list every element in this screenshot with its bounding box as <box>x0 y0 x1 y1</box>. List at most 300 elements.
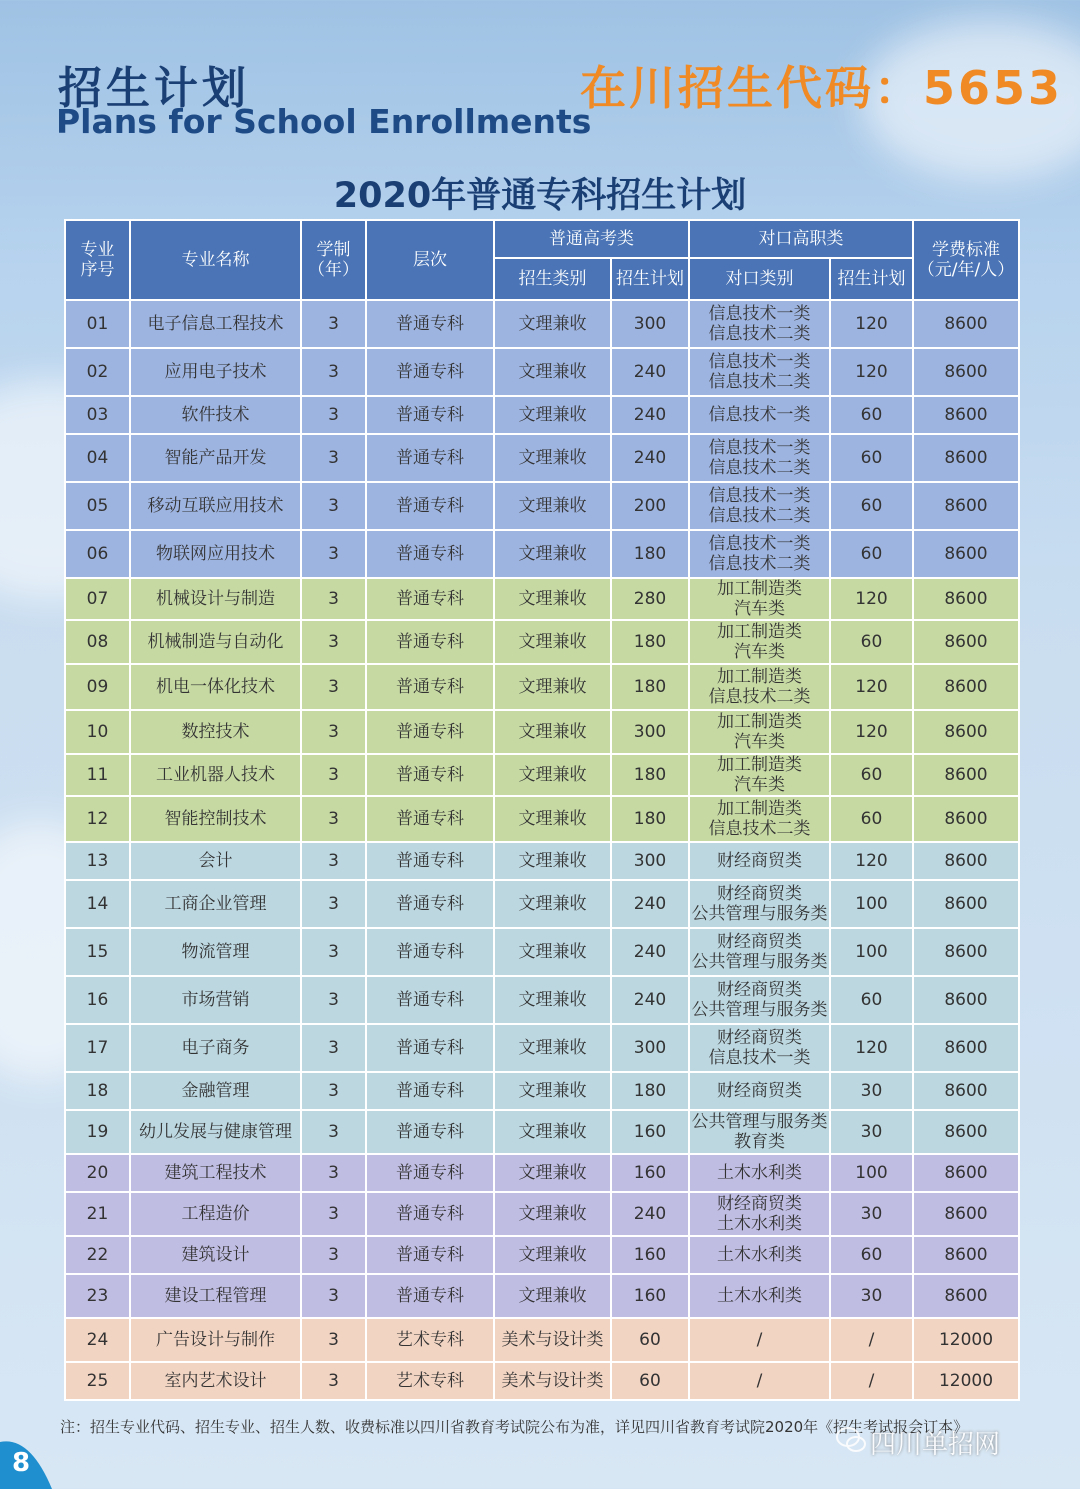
table-row <box>65 396 1019 434</box>
cell-vocational-type <box>689 1110 830 1154</box>
cell-level: 普通专科 <box>366 710 494 754</box>
table-row <box>65 1362 1019 1400</box>
vocational-type-line: 财经商贸类 <box>717 932 802 952</box>
vocational-type-line: 财经商贸类 <box>717 1028 802 1048</box>
cell-gaokao-type: 文理兼收 <box>494 1110 611 1154</box>
cell-seq: 24 <box>65 1318 130 1362</box>
cell-fee: 8600 <box>913 1072 1019 1110</box>
cell-name: 电子信息工程技术 <box>130 300 301 348</box>
cell-vocational-plan: 30 <box>830 1110 913 1154</box>
vocational-type-line: 信息技术一类 <box>708 304 811 324</box>
cell-name: 物流管理 <box>130 928 301 976</box>
cell-vocational-plan: 60 <box>830 434 913 482</box>
vocational-type-line: 加工制造类 <box>717 712 802 732</box>
cell-seq: 08 <box>65 620 130 664</box>
vocational-type-line: 土木水利类 <box>717 1214 802 1234</box>
cell-seq: 04 <box>65 434 130 482</box>
vocational-type-line: 土木水利类 <box>717 1286 802 1306</box>
cell-fee: 8600 <box>913 1274 1019 1318</box>
cell-years: 3 <box>301 620 366 664</box>
cell-vocational-plan: 120 <box>830 710 913 754</box>
cell-years: 3 <box>301 976 366 1024</box>
cell-gaokao-type: 美术与设计类 <box>494 1362 611 1400</box>
table-row <box>65 664 1019 710</box>
table-row <box>65 300 1019 348</box>
cell-gaokao-type: 文理兼收 <box>494 754 611 796</box>
cell-seq: 12 <box>65 796 130 842</box>
vocational-type-line: 财经商贸类 <box>717 980 802 1000</box>
cell-years: 3 <box>301 664 366 710</box>
cell-years: 3 <box>301 1236 366 1274</box>
vocational-type-line: 信息技术二类 <box>708 324 811 344</box>
cell-seq: 18 <box>65 1072 130 1110</box>
cell-gaokao-plan: 180 <box>611 754 689 796</box>
cell-level: 普通专科 <box>366 1110 494 1154</box>
cell-gaokao-type: 文理兼收 <box>494 1236 611 1274</box>
cell-gaokao-plan: 180 <box>611 530 689 578</box>
cell-seq: 02 <box>65 348 130 396</box>
cell-vocational-type <box>689 578 830 620</box>
cell-fee: 8600 <box>913 664 1019 710</box>
cell-name: 应用电子技术 <box>130 348 301 396</box>
cell-vocational-type <box>689 620 830 664</box>
cell-seq: 16 <box>65 976 130 1024</box>
cell-gaokao-plan: 180 <box>611 796 689 842</box>
table-row <box>65 434 1019 482</box>
cell-vocational-type <box>689 842 830 880</box>
vocational-type-line: 财经商贸类 <box>717 851 802 871</box>
cell-gaokao-type: 文理兼收 <box>494 482 611 530</box>
table-row <box>65 1072 1019 1110</box>
vocational-type-line: 信息技术一类 <box>708 486 811 506</box>
cell-seq: 17 <box>65 1024 130 1072</box>
cell-years: 3 <box>301 482 366 530</box>
cell-vocational-plan: 120 <box>830 348 913 396</box>
cell-name: 广告设计与制作 <box>130 1318 301 1362</box>
cell-level: 普通专科 <box>366 1024 494 1072</box>
cell-gaokao-plan: 160 <box>611 1110 689 1154</box>
table-row <box>65 976 1019 1024</box>
cell-seq: 07 <box>65 578 130 620</box>
cell-gaokao-type: 文理兼收 <box>494 880 611 928</box>
vocational-type-line: 信息技术二类 <box>708 819 811 839</box>
header-level: 层次 <box>366 220 494 300</box>
cell-vocational-type <box>689 1362 830 1400</box>
table-row <box>65 754 1019 796</box>
cell-gaokao-plan: 240 <box>611 880 689 928</box>
cell-level: 普通专科 <box>366 1154 494 1192</box>
cell-gaokao-plan: 180 <box>611 1072 689 1110</box>
cell-level: 普通专科 <box>366 976 494 1024</box>
cell-level: 普通专科 <box>366 434 494 482</box>
vocational-type-line: 加工制造类 <box>717 799 802 819</box>
cell-level: 普通专科 <box>366 842 494 880</box>
header-vocational-type: 对口类别 <box>689 258 830 300</box>
watermark: 四川单招网 <box>870 1430 1001 1460</box>
cell-vocational-type <box>689 1236 830 1274</box>
cell-level: 普通专科 <box>366 1274 494 1318</box>
cell-gaokao-type: 文理兼收 <box>494 578 611 620</box>
header-vocational-group: 对口高职类 <box>689 220 913 258</box>
cell-level: 普通专科 <box>366 300 494 348</box>
vocational-type-line: / <box>756 1330 763 1350</box>
vocational-type-line: 汽车类 <box>734 642 785 662</box>
cell-vocational-plan: 60 <box>830 620 913 664</box>
cell-seq: 20 <box>65 1154 130 1192</box>
cell-level: 普通专科 <box>366 880 494 928</box>
cell-name: 机电一体化技术 <box>130 664 301 710</box>
cell-fee: 8600 <box>913 1024 1019 1072</box>
cell-gaokao-type: 文理兼收 <box>494 976 611 1024</box>
cell-vocational-type <box>689 796 830 842</box>
cell-seq: 14 <box>65 880 130 928</box>
cell-level: 艺术专科 <box>366 1362 494 1400</box>
vocational-type-line: 汽车类 <box>734 732 785 752</box>
table-row <box>65 482 1019 530</box>
cell-name: 机械设计与制造 <box>130 578 301 620</box>
cell-vocational-type <box>689 1192 830 1236</box>
cell-gaokao-type: 文理兼收 <box>494 300 611 348</box>
cell-vocational-plan: 100 <box>830 1154 913 1192</box>
cell-vocational-plan: 60 <box>830 530 913 578</box>
cell-fee: 8600 <box>913 300 1019 348</box>
cell-vocational-type <box>689 300 830 348</box>
cell-seq: 06 <box>65 530 130 578</box>
cell-seq: 11 <box>65 754 130 796</box>
cell-years: 3 <box>301 1318 366 1362</box>
cell-gaokao-plan: 60 <box>611 1318 689 1362</box>
cell-level: 普通专科 <box>366 578 494 620</box>
vocational-type-line: 公共管理与服务类 <box>691 1000 828 1020</box>
vocational-type-line: 公共管理与服务类 <box>691 952 828 972</box>
cell-gaokao-type: 文理兼收 <box>494 348 611 396</box>
vocational-type-line: 教育类 <box>734 1132 785 1152</box>
cell-name: 智能产品开发 <box>130 434 301 482</box>
cell-years: 3 <box>301 796 366 842</box>
cell-seq: 13 <box>65 842 130 880</box>
cell-years: 3 <box>301 754 366 796</box>
cell-fee: 8600 <box>913 710 1019 754</box>
cell-vocational-type <box>689 1154 830 1192</box>
cell-vocational-type <box>689 928 830 976</box>
cell-fee: 12000 <box>913 1362 1019 1400</box>
header-vocational-plan: 招生计划 <box>830 258 913 300</box>
cell-seq: 03 <box>65 396 130 434</box>
table-row <box>65 1236 1019 1274</box>
cell-level: 普通专科 <box>366 664 494 710</box>
cell-vocational-plan: 120 <box>830 1024 913 1072</box>
cell-seq: 01 <box>65 300 130 348</box>
table-row <box>65 1192 1019 1236</box>
cell-fee: 8600 <box>913 348 1019 396</box>
cell-gaokao-type: 文理兼收 <box>494 928 611 976</box>
vocational-type-line: 汽车类 <box>734 775 785 795</box>
cell-vocational-type <box>689 1318 830 1362</box>
table-row <box>65 620 1019 664</box>
cell-gaokao-plan: 180 <box>611 620 689 664</box>
cell-gaokao-type: 文理兼收 <box>494 1192 611 1236</box>
cell-vocational-type <box>689 396 830 434</box>
cell-vocational-type <box>689 1072 830 1110</box>
cell-gaokao-type: 文理兼收 <box>494 664 611 710</box>
cell-name: 工业机器人技术 <box>130 754 301 796</box>
cell-fee: 8600 <box>913 482 1019 530</box>
cell-vocational-plan: 120 <box>830 578 913 620</box>
cell-seq: 05 <box>65 482 130 530</box>
cell-level: 普通专科 <box>366 1192 494 1236</box>
cell-gaokao-type: 文理兼收 <box>494 396 611 434</box>
cell-vocational-plan: 100 <box>830 880 913 928</box>
cell-seq: 15 <box>65 928 130 976</box>
cell-gaokao-plan: 240 <box>611 396 689 434</box>
cell-seq: 10 <box>65 710 130 754</box>
cell-vocational-plan: 100 <box>830 928 913 976</box>
cell-gaokao-type: 文理兼收 <box>494 434 611 482</box>
cell-gaokao-type: 文理兼收 <box>494 710 611 754</box>
vocational-type-line: 土木水利类 <box>717 1245 802 1265</box>
cell-level: 普通专科 <box>366 1072 494 1110</box>
cell-vocational-type <box>689 710 830 754</box>
vocational-type-line: 信息技术二类 <box>708 554 811 574</box>
cell-name: 室内艺术设计 <box>130 1362 301 1400</box>
vocational-type-line: 加工制造类 <box>717 667 802 687</box>
cell-name: 会计 <box>130 842 301 880</box>
table-row <box>65 1154 1019 1192</box>
cell-vocational-plan: 30 <box>830 1072 913 1110</box>
page-subtitle: Plans for School Enrollments <box>56 102 592 141</box>
cell-gaokao-type: 文理兼收 <box>494 530 611 578</box>
cell-vocational-type <box>689 434 830 482</box>
cell-gaokao-plan: 180 <box>611 664 689 710</box>
cell-name: 市场营销 <box>130 976 301 1024</box>
cell-fee: 8600 <box>913 928 1019 976</box>
cell-vocational-type <box>689 880 830 928</box>
cell-gaokao-plan: 160 <box>611 1236 689 1274</box>
cell-name: 金融管理 <box>130 1072 301 1110</box>
cell-vocational-type <box>689 1274 830 1318</box>
cell-gaokao-plan: 200 <box>611 482 689 530</box>
vocational-type-line: 信息技术二类 <box>708 458 811 478</box>
cell-level: 普通专科 <box>366 482 494 530</box>
table-body <box>65 300 1019 1400</box>
table-row <box>65 530 1019 578</box>
table-row <box>65 710 1019 754</box>
cell-gaokao-plan: 160 <box>611 1154 689 1192</box>
cell-vocational-plan: 120 <box>830 842 913 880</box>
cell-years: 3 <box>301 1274 366 1318</box>
vocational-type-line: 公共管理与服务类 <box>691 904 828 924</box>
vocational-type-line: 信息技术二类 <box>708 506 811 526</box>
cell-years: 3 <box>301 300 366 348</box>
cell-gaokao-plan: 160 <box>611 1274 689 1318</box>
cell-seq: 25 <box>65 1362 130 1400</box>
header-gaokao-type: 招生类别 <box>494 258 611 300</box>
cell-gaokao-type: 美术与设计类 <box>494 1318 611 1362</box>
page-number: 8 <box>12 1448 31 1478</box>
cell-years: 3 <box>301 928 366 976</box>
cell-gaokao-plan: 240 <box>611 348 689 396</box>
cell-gaokao-plan: 280 <box>611 578 689 620</box>
cell-seq: 23 <box>65 1274 130 1318</box>
vocational-type-line: 信息技术一类 <box>708 534 811 554</box>
cell-fee: 8600 <box>913 578 1019 620</box>
cell-level: 普通专科 <box>366 530 494 578</box>
cell-level: 普通专科 <box>366 396 494 434</box>
cell-seq: 21 <box>65 1192 130 1236</box>
cell-fee: 8600 <box>913 530 1019 578</box>
cell-years: 3 <box>301 1072 366 1110</box>
table-title: 2020年普通专科招生计划 <box>333 176 747 216</box>
cell-name: 数控技术 <box>130 710 301 754</box>
vocational-type-line: 信息技术二类 <box>708 372 811 392</box>
cell-gaokao-type: 文理兼收 <box>494 1274 611 1318</box>
vocational-type-line: 财经商贸类 <box>717 1081 802 1101</box>
header-years: 学制 （年） <box>301 220 366 300</box>
cell-gaokao-plan: 300 <box>611 1024 689 1072</box>
cell-name: 建设工程管理 <box>130 1274 301 1318</box>
cell-gaokao-plan: 60 <box>611 1362 689 1400</box>
cell-gaokao-plan: 300 <box>611 842 689 880</box>
cell-gaokao-plan: 240 <box>611 1192 689 1236</box>
cell-name: 工商企业管理 <box>130 880 301 928</box>
table-row <box>65 796 1019 842</box>
header-gaokao-group: 普通高考类 <box>494 220 689 258</box>
cell-gaokao-type: 文理兼收 <box>494 842 611 880</box>
vocational-type-line: / <box>756 1371 763 1391</box>
cell-level: 普通专科 <box>366 348 494 396</box>
vocational-type-line: 土木水利类 <box>717 1163 802 1183</box>
cell-fee: 8600 <box>913 1236 1019 1274</box>
cell-fee: 8600 <box>913 796 1019 842</box>
cell-years: 3 <box>301 1154 366 1192</box>
cell-name: 建筑工程技术 <box>130 1154 301 1192</box>
cell-vocational-plan: / <box>830 1318 913 1362</box>
cell-name: 建筑设计 <box>130 1236 301 1274</box>
table-row <box>65 578 1019 620</box>
vocational-type-line: 加工制造类 <box>717 622 802 642</box>
header-fee: 学费标准 （元/年/人） <box>913 220 1019 300</box>
cell-years: 3 <box>301 434 366 482</box>
cell-level: 普通专科 <box>366 754 494 796</box>
cell-level: 普通专科 <box>366 620 494 664</box>
cell-vocational-type <box>689 348 830 396</box>
cell-vocational-plan: / <box>830 1362 913 1400</box>
cell-seq: 19 <box>65 1110 130 1154</box>
cell-fee: 8600 <box>913 754 1019 796</box>
cell-vocational-type <box>689 530 830 578</box>
cell-years: 3 <box>301 530 366 578</box>
cell-name: 移动互联应用技术 <box>130 482 301 530</box>
cell-fee: 8600 <box>913 620 1019 664</box>
cell-fee: 8600 <box>913 842 1019 880</box>
table-row <box>65 1318 1019 1362</box>
cell-gaokao-plan: 240 <box>611 434 689 482</box>
cell-vocational-type <box>689 664 830 710</box>
cell-years: 3 <box>301 578 366 620</box>
cell-vocational-plan: 60 <box>830 976 913 1024</box>
cell-fee: 8600 <box>913 434 1019 482</box>
vocational-type-line: 信息技术二类 <box>708 687 811 707</box>
table-row <box>65 1274 1019 1318</box>
page-title: 招生计划 <box>58 63 250 114</box>
table-row <box>65 348 1019 396</box>
cell-fee: 8600 <box>913 880 1019 928</box>
vocational-type-line: 信息技术一类 <box>708 1048 811 1068</box>
cell-gaokao-type: 文理兼收 <box>494 1072 611 1110</box>
cell-gaokao-type: 文理兼收 <box>494 1024 611 1072</box>
vocational-type-line: 汽车类 <box>734 599 785 619</box>
cell-name: 机械制造与自动化 <box>130 620 301 664</box>
header-seq: 专业 序号 <box>65 220 130 300</box>
cell-level: 普通专科 <box>366 1236 494 1274</box>
cell-level: 普通专科 <box>366 928 494 976</box>
cell-name: 工程造价 <box>130 1192 301 1236</box>
cell-vocational-type <box>689 482 830 530</box>
cell-fee: 8600 <box>913 1110 1019 1154</box>
vocational-type-line: 财经商贸类 <box>717 884 802 904</box>
footnote: 注：招生专业代码、招生专业、招生人数、收费标准以四川省教育考试院公布为准，详见四川省教育考试院2020年《招生考试报会订本》 <box>60 1418 969 1436</box>
vocational-type-line: 加工制造类 <box>717 579 802 599</box>
cell-gaokao-type: 文理兼收 <box>494 796 611 842</box>
enrollment-plan-table <box>64 219 1020 1401</box>
cell-seq: 09 <box>65 664 130 710</box>
cell-level: 普通专科 <box>366 796 494 842</box>
cell-gaokao-type: 文理兼收 <box>494 1154 611 1192</box>
table-row <box>65 842 1019 880</box>
cell-vocational-plan: 60 <box>830 754 913 796</box>
cell-vocational-type <box>689 976 830 1024</box>
cell-name: 电子商务 <box>130 1024 301 1072</box>
table-row <box>65 1110 1019 1154</box>
vocational-type-line: 信息技术一类 <box>708 405 811 425</box>
cell-seq: 22 <box>65 1236 130 1274</box>
cell-name: 智能控制技术 <box>130 796 301 842</box>
cell-gaokao-plan: 300 <box>611 710 689 754</box>
cell-years: 3 <box>301 1024 366 1072</box>
cell-vocational-plan: 60 <box>830 482 913 530</box>
cell-years: 3 <box>301 1192 366 1236</box>
cell-vocational-plan: 120 <box>830 664 913 710</box>
cell-fee: 8600 <box>913 1154 1019 1192</box>
cell-level: 艺术专科 <box>366 1318 494 1362</box>
cell-years: 3 <box>301 396 366 434</box>
cell-gaokao-type: 文理兼收 <box>494 620 611 664</box>
cell-gaokao-plan: 240 <box>611 976 689 1024</box>
header-gaokao-plan: 招生计划 <box>611 258 689 300</box>
cell-years: 3 <box>301 710 366 754</box>
cell-vocational-plan: 60 <box>830 796 913 842</box>
cell-fee: 12000 <box>913 1318 1019 1362</box>
wechat-icon <box>836 1426 866 1454</box>
cell-fee: 8600 <box>913 976 1019 1024</box>
table-row <box>65 880 1019 928</box>
cell-years: 3 <box>301 842 366 880</box>
table-row <box>65 928 1019 976</box>
vocational-type-line: 财经商贸类 <box>717 1194 802 1214</box>
cell-years: 3 <box>301 1362 366 1400</box>
vocational-type-line: 信息技术一类 <box>708 438 811 458</box>
cell-vocational-plan: 30 <box>830 1274 913 1318</box>
cell-vocational-plan: 30 <box>830 1192 913 1236</box>
cell-vocational-plan: 120 <box>830 300 913 348</box>
cell-gaokao-plan: 240 <box>611 928 689 976</box>
cell-name: 物联网应用技术 <box>130 530 301 578</box>
enrollment-code: 在川招生代码：5653 <box>580 61 1064 115</box>
cell-years: 3 <box>301 880 366 928</box>
cell-gaokao-plan: 300 <box>611 300 689 348</box>
cell-fee: 8600 <box>913 1192 1019 1236</box>
cell-name: 软件技术 <box>130 396 301 434</box>
